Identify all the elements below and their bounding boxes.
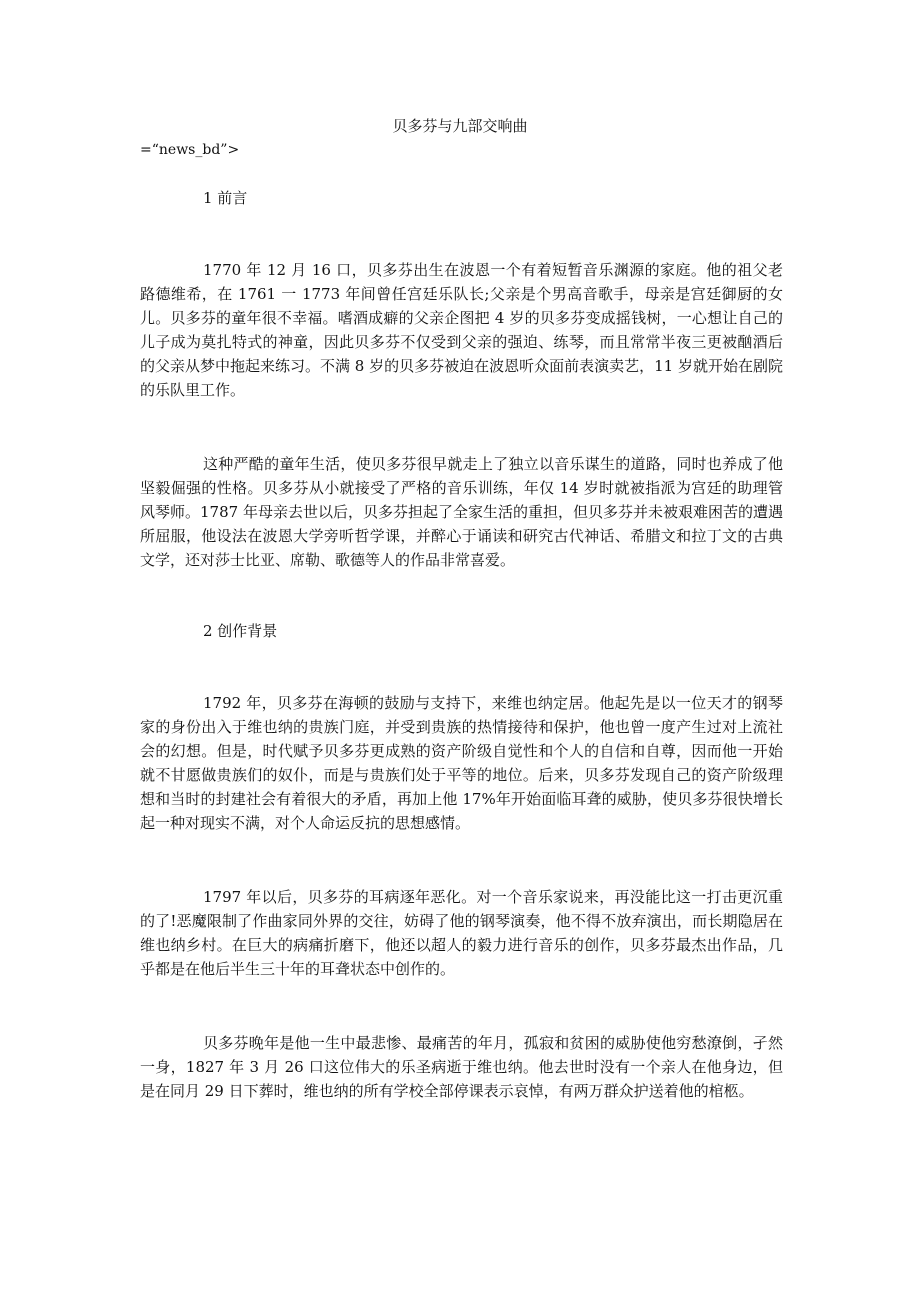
paragraph: 贝多芬晚年是他一生中最悲惨、最痛苦的年月，孤寂和贫困的威胁使他穷愁潦倒，孑然一身，1827 年 3 月 26 口这位伟大的乐圣病逝于维也纳。他去世时没有一个亲人在他身边，但是在同月 29 日下葬时，维也纳的所有学校全部停课表示哀悼，有两万群众护送着他的棺柩。 [140, 1034, 783, 1100]
paragraph: 1797 年以后，贝多芬的耳病逐年恶化。对一个音乐家说来，再没能比这一打击更沉重的了!恶魔限制了作曲家同外界的交往，妨碍了他的钢琴演奏，他不得不放弃演出，而长期隐居在维也纳乡村。在巨大的病痛折磨下，他还以超人的毅力进行音乐的创作，贝多芬最杰出作品，几乎都是在他后半生三十年的耳聋状态中创作的。 [140, 888, 783, 978]
stray-markup-text: =“news_bd”> [140, 142, 240, 158]
section-heading-intro: 1 前言 [203, 189, 248, 207]
paragraph: 这种严酷的童年生活，使贝多芬很早就走上了独立以音乐谋生的道路，同时也养成了他坚毅倔强的性格。贝多芬从小就接受了严格的音乐训练，年仅 14 岁时就被指派为宫廷的助理管风琴师。1787 年母亲去世以后，贝多芬担起了全家生活的重担，但贝多芬并未被艰难困苦的遭遇所屈服，他设法在波恩大学旁听哲学课，并醉心于诵读和研究古代神话、希腊文和拉丁文的古典文学，还对莎士比亚、席勒、歌德等人的作品非常喜爱。 [140, 455, 783, 569]
document-title: 贝多芬与九部交响曲 [392, 117, 528, 135]
paragraph: 1792 年，贝多芬在海顿的鼓励与支持下，来维也纳定居。他起先是以一位天才的钢琴家的身份出入于维也纳的贵族门庭，并受到贵族的热情接待和保护，他也曾一度产生过对上流社会的幻想。但是，时代赋予贝多芬更成熟的资产阶级自觉性和个人的自信和自尊，因而他一开始就不甘愿做贵族们的奴仆，而是与贵族们处于平等的地位。后来，贝多芬发现自己的资产阶级理想和当时的封建社会有着很大的矛盾，再加上他 17%年开始面临耳聋的威胁，使贝多芬很快增长起一种对现实不满，对个人命运反抗的思想感情。 [140, 694, 783, 832]
paragraph: 1770 年 12 月 16 口，贝多芬出生在波恩一个有着短暂音乐渊源的家庭。他的祖父老路德维希，在 1761 一 1773 年间曾任宫廷乐队长;父亲是个男高音歌手，母亲是宫廷御厨的女儿。贝多芬的童年很不幸福。嗜酒成癖的父亲企图把 4 岁的贝多芬变成摇钱树，一心想让自己的儿子成为莫扎特式的神童，因此贝多芬不仅受到父亲的强迫、练琴，而且常常半夜三更被酗酒后的父亲从梦中拖起来练习。不满 8 岁的贝多芬被迫在波恩听众面前表演卖艺，11 岁就开始在剧院的乐队里工作。 [140, 261, 783, 399]
section-heading-background: 2 创作背景 [203, 622, 278, 640]
